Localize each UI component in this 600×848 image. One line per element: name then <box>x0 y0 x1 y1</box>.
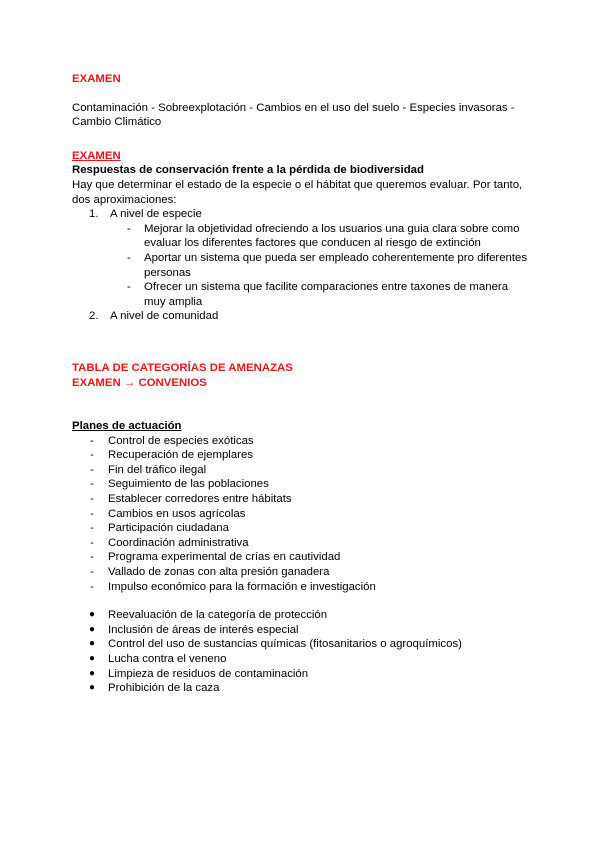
list-item <box>72 623 532 638</box>
document-page <box>72 72 532 696</box>
approaches-list <box>72 207 532 324</box>
list-item <box>72 492 532 507</box>
list-item <box>72 536 532 551</box>
list-item-text: Prohibición de la caza <box>108 682 220 695</box>
bullet-marker: ● <box>89 623 96 635</box>
list-item-text: Control del uso de sustancias químicas (fitosanitarios o agroquímicos) <box>108 638 462 651</box>
bullet-marker: ● <box>89 609 96 621</box>
dash-marker: - <box>127 281 131 294</box>
bullet-marker: ● <box>89 682 96 694</box>
dash-marker: - <box>90 507 94 520</box>
exam-heading-1: EXAMEN <box>72 73 121 85</box>
list-item <box>72 637 532 652</box>
dash-marker: - <box>90 463 94 476</box>
list-item-text: Fin del tráfico ilegal <box>108 463 207 476</box>
list-item <box>72 507 532 522</box>
list-item-text: Ofrecer un sistema que facilite comparaciones entre taxones de manera muy amplia <box>144 281 509 308</box>
threats-line: Contaminación - Sobreexplotación - Cambios en el uso del suelo - Especies invasoras - Cambio Climático <box>72 101 515 129</box>
list-item-text: Recuperación de ejemplares <box>108 449 253 462</box>
list-item <box>72 448 532 463</box>
dash-marker: - <box>90 449 94 462</box>
list-item-text: Vallado de zonas con alta presión ganadera <box>108 566 330 579</box>
plans-bullet-list <box>72 608 532 696</box>
list-item-text: Cambios en usos agrícolas <box>108 507 246 520</box>
dash-marker: - <box>90 551 94 564</box>
list-item-text: Programa experimental de crías en cautividad <box>108 551 341 564</box>
conservation-title: Respuestas de conservación frente a la pérdida de biodiversidad <box>72 164 424 177</box>
dash-marker: - <box>90 478 94 491</box>
sub-list <box>72 222 532 310</box>
dash-marker: - <box>90 536 94 549</box>
threat-table-title: TABLA DE CATEGORÍAS DE AMENAZAS <box>72 361 293 374</box>
list-item <box>72 681 532 696</box>
list-item-label: A nivel de comunidad <box>110 310 219 323</box>
list-item <box>72 652 532 667</box>
plans-dash-list <box>72 434 532 595</box>
list-item <box>72 550 532 565</box>
list-item-text: Reevaluación de la categoría de protección <box>108 609 328 622</box>
list-item-text: Lucha contra el veneno <box>108 653 227 665</box>
list-item-text: Establecer corredores entre hábitats <box>108 493 292 506</box>
list-item-text: Impulso económico para la formación e investigación <box>108 580 376 593</box>
list-item <box>72 463 532 478</box>
list-item <box>72 477 532 492</box>
dash-marker: - <box>90 434 94 447</box>
list-item <box>72 309 532 324</box>
list-item <box>72 251 532 280</box>
list-item <box>72 207 532 309</box>
list-item-text: Control de especies exóticas <box>108 434 254 447</box>
list-item <box>72 434 532 449</box>
list-item-text: Mejorar la objetividad ofreciendo a los usuarios una guia clara sobre como evaluar los diferentes factores que conducen al riesgo de extinción <box>144 222 520 250</box>
dash-marker: - <box>90 580 94 593</box>
list-number: 2. <box>89 310 99 323</box>
dash-marker: - <box>90 493 94 506</box>
list-item-text: Participación ciudadana <box>108 522 229 535</box>
plans-title: Planes de actuación <box>72 420 182 433</box>
list-item <box>72 565 532 580</box>
list-item <box>72 280 532 309</box>
conservation-intro: Hay que determinar el estado de la especie o el hábitat que queremos evaluar. Por tanto, dos aproximaciones: <box>72 178 523 206</box>
dash-marker: - <box>90 522 94 535</box>
list-item-text: Aportar un sistema que pueda ser empleado coherentemente pro diferentes personas <box>144 251 528 279</box>
exam-heading-2: EXAMEN <box>72 149 121 162</box>
list-item-label: A nivel de especie <box>110 208 202 221</box>
list-item-text: Limpieza de residuos de contaminación <box>108 667 309 680</box>
dash-marker: - <box>127 222 131 235</box>
list-item <box>72 222 532 251</box>
list-item <box>72 580 532 595</box>
list-item-text: Seguimiento de las poblaciones <box>108 478 269 491</box>
list-item-text: Coordinación administrativa <box>108 536 249 549</box>
list-item <box>72 667 532 682</box>
bullet-marker: ● <box>89 638 96 650</box>
list-number: 1. <box>89 208 99 221</box>
list-item <box>72 521 532 536</box>
dash-marker: - <box>127 251 131 264</box>
list-item-text: Inclusión de áreas de interés especial <box>108 623 299 636</box>
list-item <box>72 608 532 623</box>
dash-marker: - <box>90 566 94 579</box>
bullet-marker: ● <box>89 653 96 664</box>
exam-conventions-heading: EXAMEN → CONVENIOS <box>72 376 207 389</box>
bullet-marker: ● <box>89 667 96 679</box>
